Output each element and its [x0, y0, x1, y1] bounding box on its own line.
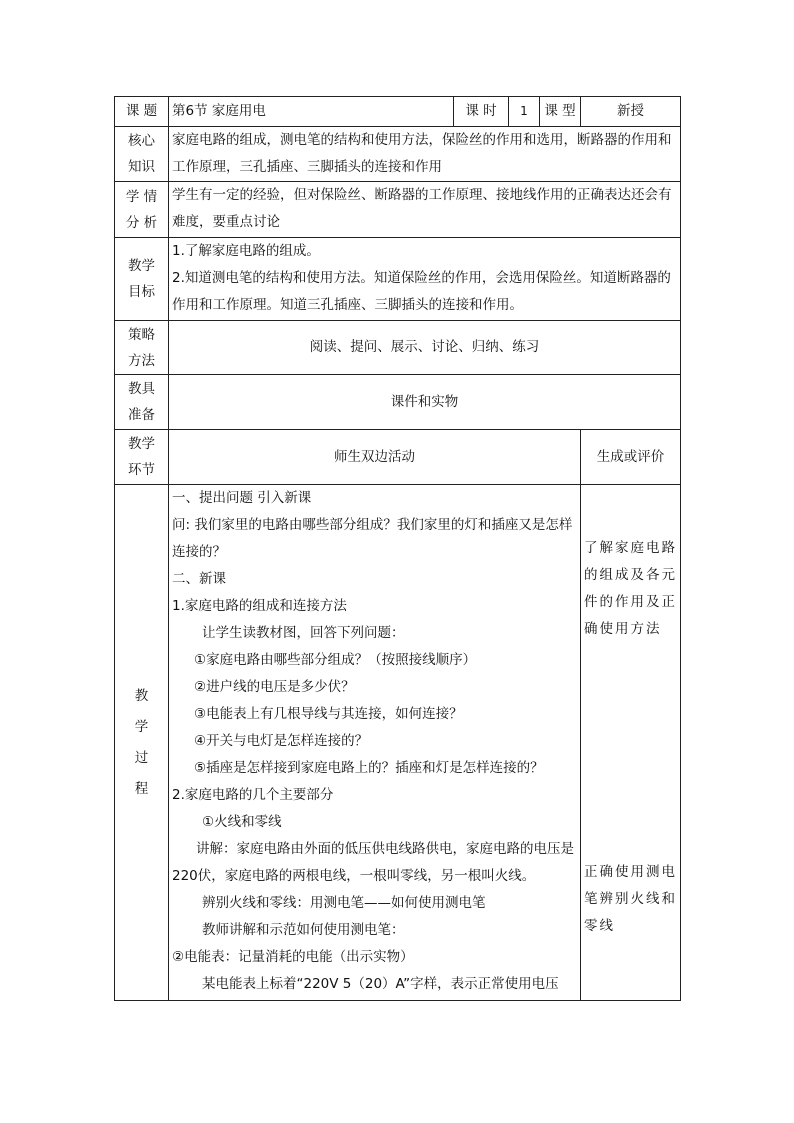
- process-line: 某电能表上标着“220V 5（20）A”字样，表示正常使用电压: [202, 976, 559, 992]
- evaluation-content: [581, 485, 681, 1001]
- process-label-char: 过: [134, 749, 149, 766]
- period-label: 课 时: [454, 97, 509, 127]
- steps-label-line2: 环节: [128, 462, 155, 478]
- process-row: [115, 485, 681, 1001]
- process-line: 2.家庭电路的几个主要部分: [172, 787, 334, 803]
- process-line: 二、新课: [172, 571, 226, 587]
- process-line: 问: 我们家里的电路由哪些部分组成？我们家里的灯和插座又是怎样连接的？: [172, 517, 573, 560]
- analysis-content: 学生有一定的经验，但对保险丝、断路器的工作原理、接地线作用的正确表达还会有难度，要重点讨论: [169, 182, 681, 238]
- process-line: 1.家庭电路的组成和连接方法: [172, 598, 347, 614]
- strategy-row: [115, 321, 681, 375]
- process-line: ①家庭电路由哪些部分组成？（按照接线顺序）: [194, 652, 477, 668]
- tools-content: 课件和实物: [169, 375, 681, 430]
- knowledge-label: [115, 127, 169, 182]
- analysis-label-line2: 分 析: [125, 214, 158, 231]
- tools-label: [115, 375, 169, 430]
- process-label-char: 教: [134, 687, 149, 704]
- goals-label-line1: 教学: [128, 258, 155, 274]
- tools-row: [115, 375, 681, 430]
- process-line: ②进户线的电压是多少伏？: [194, 679, 355, 695]
- goals-label: [115, 238, 169, 321]
- process-line: ③电能表上有几根导线与其连接，如何连接？: [194, 706, 463, 722]
- knowledge-label-line1: 核心: [128, 133, 155, 149]
- analysis-row: [115, 182, 681, 238]
- steps-row: [115, 430, 681, 485]
- tools-label-line2: 准备: [128, 407, 155, 423]
- process-line: ④开关与电灯是怎样连接的？: [194, 733, 369, 749]
- evaluation-note-1: 了解家庭电路的组成及各元件的作用及正确使用方法: [584, 540, 677, 637]
- knowledge-row: [115, 127, 681, 182]
- type-value: 新授: [581, 97, 681, 127]
- process-line: 辨别火线和零线：用测电笔——如何使用测电笔: [202, 895, 486, 911]
- type-label: 课 型: [540, 97, 581, 127]
- evaluation-header: 生成或评价: [581, 430, 681, 485]
- strategy-label-line1: 策略: [128, 326, 155, 343]
- goals-label-line2: 目标: [128, 284, 155, 300]
- activity-header: 师生双边活动: [169, 430, 581, 485]
- knowledge-label-line2: 知识: [128, 159, 155, 175]
- knowledge-content: 家庭电路的组成，测电笔的结构和使用方法，保险丝的作用和选用，断路器的作用和工作原理，三孔插座、三脚插头的连接和作用: [169, 127, 681, 182]
- header-row: [115, 97, 681, 127]
- process-line: 让学生读教材图，回答下列问题：: [202, 625, 405, 641]
- process-line: ①火线和零线: [202, 814, 282, 830]
- goal-item-2: 2.知道测电笔的结构和使用方法。知道保险丝的作用，会选用保险丝。知道断路器的作用和工作原理。知道三孔插座、三脚插头的连接和作用。: [172, 270, 671, 313]
- strategy-label-line2: 方法: [128, 352, 155, 369]
- process-line: ⑤插座是怎样接到家庭电路上的？插座和灯是怎样连接的？: [194, 760, 544, 776]
- analysis-label-line1: 学 情: [125, 188, 158, 205]
- strategy-label: [115, 321, 169, 375]
- process-line: ②电能表：记量消耗的电能（出示实物）: [172, 949, 414, 965]
- process-label-char: 程: [134, 780, 149, 797]
- process-label: [115, 485, 169, 1001]
- strategy-content: 阅读、提问、展示、讨论、归纳、练习: [169, 321, 681, 375]
- period-value: 1: [509, 97, 540, 127]
- evaluation-note-2: 正确使用测电笔辨别火线和零线: [584, 864, 677, 934]
- lesson-plan-table: [114, 96, 681, 1001]
- steps-label-line1: 教学: [128, 436, 155, 452]
- tools-label-line1: 教具: [128, 381, 155, 397]
- goals-content: [169, 238, 681, 321]
- steps-label: [115, 430, 169, 485]
- process-line: 一、提出问题 引入新课: [172, 490, 312, 506]
- process-line: 讲解：家庭电路由外面的低压供电线路供电，家庭电路的电压是220伏，家庭电路的两根电线，一根叫零线，另一根叫火线。: [172, 841, 574, 884]
- process-content: [169, 485, 581, 1001]
- analysis-label: [115, 182, 169, 238]
- goals-row: [115, 238, 681, 321]
- process-line: 教师讲解和示范如何使用测电笔：: [202, 922, 405, 938]
- process-label-char: 学: [134, 718, 149, 735]
- course-label: 课 题: [115, 97, 169, 127]
- goal-item-1: 1.了解家庭电路的组成。: [172, 243, 320, 259]
- course-title: 第6节 家庭用电: [169, 97, 454, 127]
